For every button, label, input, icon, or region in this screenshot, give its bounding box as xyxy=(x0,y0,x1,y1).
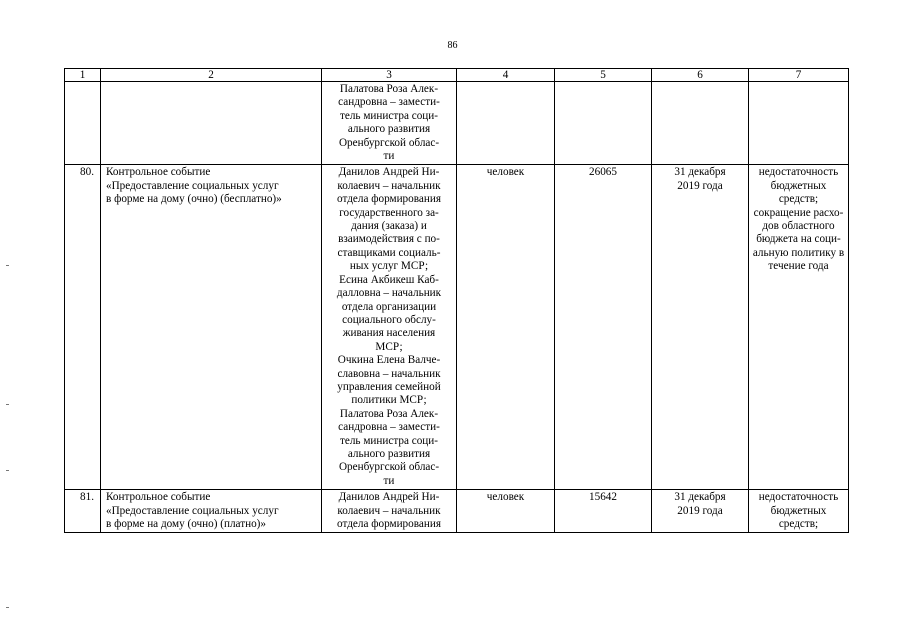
cell-name xyxy=(101,82,322,165)
text-line: ального развития xyxy=(347,447,431,460)
text-line: МСР; xyxy=(375,340,403,353)
text-line: сокращение расхо- xyxy=(753,206,844,219)
cell-value xyxy=(555,82,652,165)
cell-date xyxy=(652,490,749,533)
header-cell: 1 xyxy=(65,69,101,82)
text-line: колаевич – начальник xyxy=(337,504,441,517)
table-row-80 xyxy=(65,165,849,490)
cell-risk xyxy=(749,490,849,533)
header-cell: 7 xyxy=(749,69,849,82)
text-line: 2019 года xyxy=(677,179,723,192)
text-line: Контрольное событие xyxy=(106,491,211,504)
text-line: сандровна – замести- xyxy=(338,96,440,109)
text-line: 31 декабря xyxy=(674,166,726,179)
cell-responsible xyxy=(322,490,457,533)
text-line: недостаточность xyxy=(758,166,839,179)
text-line: социального обслу- xyxy=(342,313,436,326)
header-cell: 6 xyxy=(652,69,749,82)
text-line: сандровна – замести- xyxy=(338,421,440,434)
text-line: управления семейной xyxy=(337,380,441,393)
text-line: политики МСР; xyxy=(351,394,427,407)
text-line: бюджетных xyxy=(770,179,827,192)
text-line: государственного за- xyxy=(339,206,439,219)
text-line: живания населения xyxy=(342,327,436,340)
text-line: 2019 года xyxy=(677,504,723,517)
cell-date xyxy=(652,82,749,165)
text-line: средств; xyxy=(778,193,819,206)
header-cell: 2 xyxy=(101,69,322,82)
text-line: течение года xyxy=(768,260,829,273)
scan-margin-mark xyxy=(6,265,9,266)
text-line: Есина Акбикеш Каб- xyxy=(339,273,439,286)
header-row xyxy=(65,69,849,82)
text-line: тель министра соци- xyxy=(340,434,438,447)
cell-value: 15642 xyxy=(555,490,652,533)
text-line: славовна – начальник xyxy=(337,367,441,380)
text-line: взаимодействия с по- xyxy=(338,233,440,246)
cell-number: 81. xyxy=(65,490,101,533)
cell-number xyxy=(65,82,101,165)
cell-date xyxy=(652,165,749,490)
text-line: колаевич – начальник xyxy=(337,179,441,192)
text-line: бюджета на соци- xyxy=(756,233,841,246)
text-line: средств; xyxy=(778,518,819,530)
document-table xyxy=(64,68,849,533)
cell-risk xyxy=(749,165,849,490)
text-line: Палатова Роза Алек- xyxy=(339,407,439,420)
text-line: ти xyxy=(383,150,395,163)
text-line: ального развития xyxy=(347,123,431,136)
text-line: альную политику в xyxy=(752,246,845,259)
text-line: тель министра соци- xyxy=(340,109,438,122)
cell-responsible xyxy=(322,82,457,165)
text-line: ставщиками социаль- xyxy=(337,246,441,259)
text-line: ных услуг МСР; xyxy=(349,260,429,273)
scan-margin-mark xyxy=(6,607,9,608)
text-line: дов областного xyxy=(762,220,835,233)
table-row-81 xyxy=(65,490,849,533)
cell-unit xyxy=(457,82,555,165)
text-line: в форме на дому (очно) (платно)» xyxy=(106,518,266,530)
text-line: Очкина Елена Валче- xyxy=(337,354,441,367)
cell-name xyxy=(101,165,322,490)
cell-name xyxy=(101,490,322,533)
cell-value: 26065 xyxy=(555,165,652,490)
text-line: 31 декабря xyxy=(674,491,726,504)
text-line: дания (заказа) и xyxy=(351,220,427,233)
cell-unit: человек xyxy=(457,490,555,533)
text-line: отдела формирования xyxy=(337,518,441,530)
table-row-continuation xyxy=(65,82,849,165)
text-line: бюджетных xyxy=(770,504,827,517)
text-line: отдела формирования xyxy=(337,193,441,206)
text-line: Контрольное событие xyxy=(106,166,211,179)
scan-margin-mark xyxy=(6,470,9,471)
text-line: «Предоставление социальных услуг xyxy=(106,504,279,517)
header-cell: 3 xyxy=(322,69,457,82)
cell-number: 80. xyxy=(65,165,101,490)
header-cell: 4 xyxy=(457,69,555,82)
text-line: Данилов Андрей Ни- xyxy=(338,491,440,504)
text-line: недостаточность xyxy=(758,491,839,504)
text-line: Палатова Роза Алек- xyxy=(339,83,439,95)
text-line: Данилов Андрей Ни- xyxy=(338,166,440,179)
cell-responsible xyxy=(322,165,457,490)
text-line: «Предоставление социальных услуг xyxy=(106,179,279,192)
scan-margin-mark xyxy=(6,404,9,405)
header-cell: 5 xyxy=(555,69,652,82)
page-number: 86 xyxy=(447,40,458,51)
text-line: Оренбургской облас- xyxy=(338,461,440,474)
text-line: ти xyxy=(383,474,395,487)
text-line: далловна – начальник xyxy=(336,287,442,300)
cell-risk xyxy=(749,82,849,165)
text-line: в форме на дому (очно) (бесплатно)» xyxy=(106,193,282,206)
text-line: Оренбургской облас- xyxy=(338,136,440,149)
cell-unit: человек xyxy=(457,165,555,490)
text-line: отдела организации xyxy=(341,300,437,313)
